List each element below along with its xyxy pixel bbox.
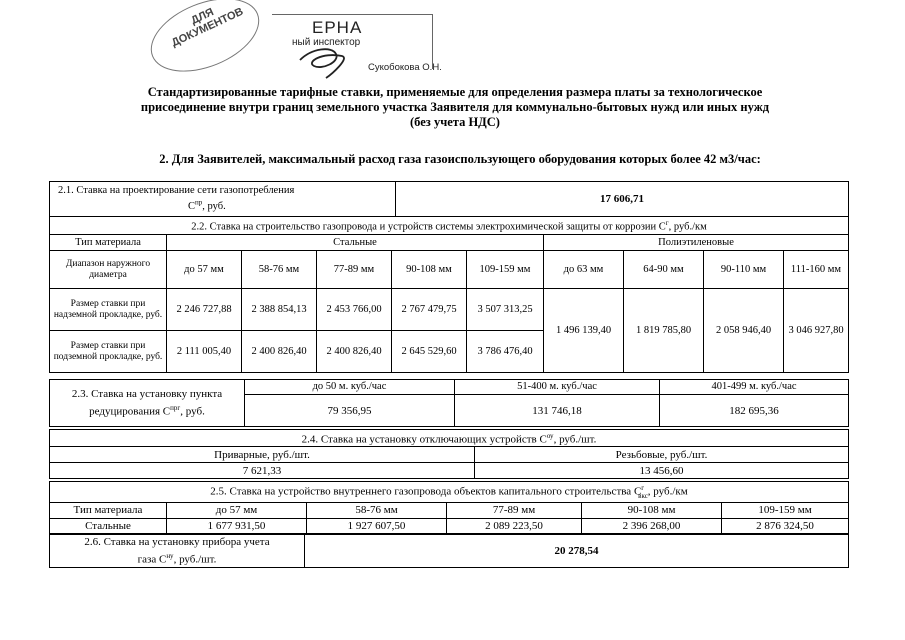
- meter-rate-value: 20 278,54: [305, 534, 849, 568]
- table-2-1: [49, 181, 849, 217]
- pipe-value: 2 396 268,00: [582, 518, 722, 534]
- steel-row-label: Стальные: [50, 518, 167, 534]
- title-line-3: (без учета НДС): [410, 115, 500, 129]
- table-2-4: [49, 429, 849, 479]
- title-line-1: Стандартизированные тарифные ставки, применяемые для определения размера платы за технологическое: [147, 85, 763, 99]
- pipe-range: 90-108 мм: [582, 502, 722, 518]
- steel-range: до 57 мм: [167, 251, 242, 289]
- internal-pipeline-header: 2.5. Ставка на устройство внутреннего газопровода объектов капитального строительства $С^г_{вкс}$, руб./км: [50, 482, 849, 503]
- design-rate-value: 17 606,71: [396, 182, 849, 217]
- steel-range: 90-108 мм: [392, 251, 467, 289]
- poly-range: 111-160 мм: [784, 251, 849, 289]
- poly-value: 1 819 785,80: [624, 289, 704, 373]
- poly-range: 90-110 мм: [704, 251, 784, 289]
- reduction-value: 79 356,95: [245, 395, 455, 427]
- steel-range: 77-89 мм: [317, 251, 392, 289]
- table-2-5: [49, 481, 849, 535]
- table-2-6: [49, 533, 849, 568]
- steel-range: 58-76 мм: [242, 251, 317, 289]
- pipe-range: 109-159 мм: [722, 502, 849, 518]
- pipe-value: 2 876 324,50: [722, 518, 849, 534]
- welded-value: 7 621,33: [50, 463, 475, 479]
- pipe-range: 58-76 мм: [307, 502, 447, 518]
- steel-header: Стальные: [167, 235, 544, 251]
- above-ground-value: 2 767 479,75: [392, 289, 467, 331]
- welded-type: Приварные, руб./шт.: [50, 447, 475, 463]
- threaded-value: 13 456,60: [475, 463, 849, 479]
- pipe-value: 1 927 607,50: [307, 518, 447, 534]
- material-type-label: Тип материала: [50, 235, 167, 251]
- pipe-value: 2 089 223,50: [447, 518, 582, 534]
- signature-mark: [292, 40, 362, 80]
- section-heading: 2. Для Заявителей, максимальный расход газа газоиспользующего оборудования которых более 42 м3/час:: [159, 152, 761, 166]
- threaded-type: Резьбовые, руб./шт.: [475, 447, 849, 463]
- pipe-value: 1 677 931,50: [167, 518, 307, 534]
- poly-range: до 63 мм: [544, 251, 624, 289]
- reduction-rate-label: 2.3. Ставка на установку пункта редуцирования $С^{прг}$, руб.: [50, 380, 245, 427]
- reduction-value: 131 746,18: [455, 395, 660, 427]
- document-title: [60, 85, 850, 130]
- poly-range: 64-90 мм: [624, 251, 704, 289]
- table-2-3: [49, 379, 849, 427]
- construction-rate-header: 2.2. Ставка на строительство газопровода и устройств системы электрохимической защиты от коррозии $С^г$, руб./км: [50, 217, 849, 235]
- underground-label: Размер ставки при подземной прокладке, руб.: [50, 331, 167, 373]
- underground-value: 2 400 826,40: [242, 331, 317, 373]
- meter-rate-label: 2.6. Ставка на установку прибора учета газа $С^{ну}$, руб./шт.: [50, 534, 305, 568]
- underground-value: 2 400 826,40: [317, 331, 392, 373]
- design-rate-label: 2.1. Ставка на проектирование сети газопотребления $С^{пр}$, руб.: [50, 182, 396, 217]
- reduction-range: до 50 м. куб./час: [245, 380, 455, 395]
- above-ground-value: 2 246 727,88: [167, 289, 242, 331]
- stamp-title: ЕРНА: [312, 18, 363, 37]
- poly-value: 2 058 946,40: [704, 289, 784, 373]
- pipe-range: до 57 мм: [167, 502, 307, 518]
- above-ground-value: 3 507 313,25: [467, 289, 544, 331]
- diameter-range-label: Диапазон наружного диаметра: [50, 251, 167, 289]
- title-line-2: присоединение внутри границ земельного участка Заявителя для коммунально-бытовых нужд или иных нужд: [140, 100, 770, 114]
- stamp-role: ный инспектор: [292, 37, 361, 48]
- reduction-range: 401-499 м. куб./час: [660, 380, 849, 395]
- table-2-2: [49, 216, 849, 373]
- reduction-value: 182 695,36: [660, 395, 849, 427]
- stamp-signer-name: Сукобокова О.Н.: [368, 62, 442, 73]
- polyethylene-header: Полиэтиленовые: [544, 235, 849, 251]
- reduction-range: 51-400 м. куб./час: [455, 380, 660, 395]
- stamp-oval-text: ДЛЯ ДОКУМЕНТОВ: [169, 5, 246, 50]
- shutoff-rate-header: 2.4. Ставка на установку отключающих устройств $С^{оу}$, руб./шт.: [50, 430, 849, 447]
- above-ground-value: 2 453 766,00: [317, 289, 392, 331]
- underground-value: 2 111 005,40: [167, 331, 242, 373]
- above-ground-label: Размер ставки при надземной прокладке, руб.: [50, 289, 167, 331]
- poly-value: 1 496 139,40: [544, 289, 624, 373]
- above-ground-value: 2 388 854,13: [242, 289, 317, 331]
- pipe-range: 77-89 мм: [447, 502, 582, 518]
- poly-value: 3 046 927,80: [784, 289, 849, 373]
- steel-range: 109-159 мм: [467, 251, 544, 289]
- underground-value: 3 786 476,40: [467, 331, 544, 373]
- material-type-label: Тип материала: [50, 502, 167, 518]
- underground-value: 2 645 529,60: [392, 331, 467, 373]
